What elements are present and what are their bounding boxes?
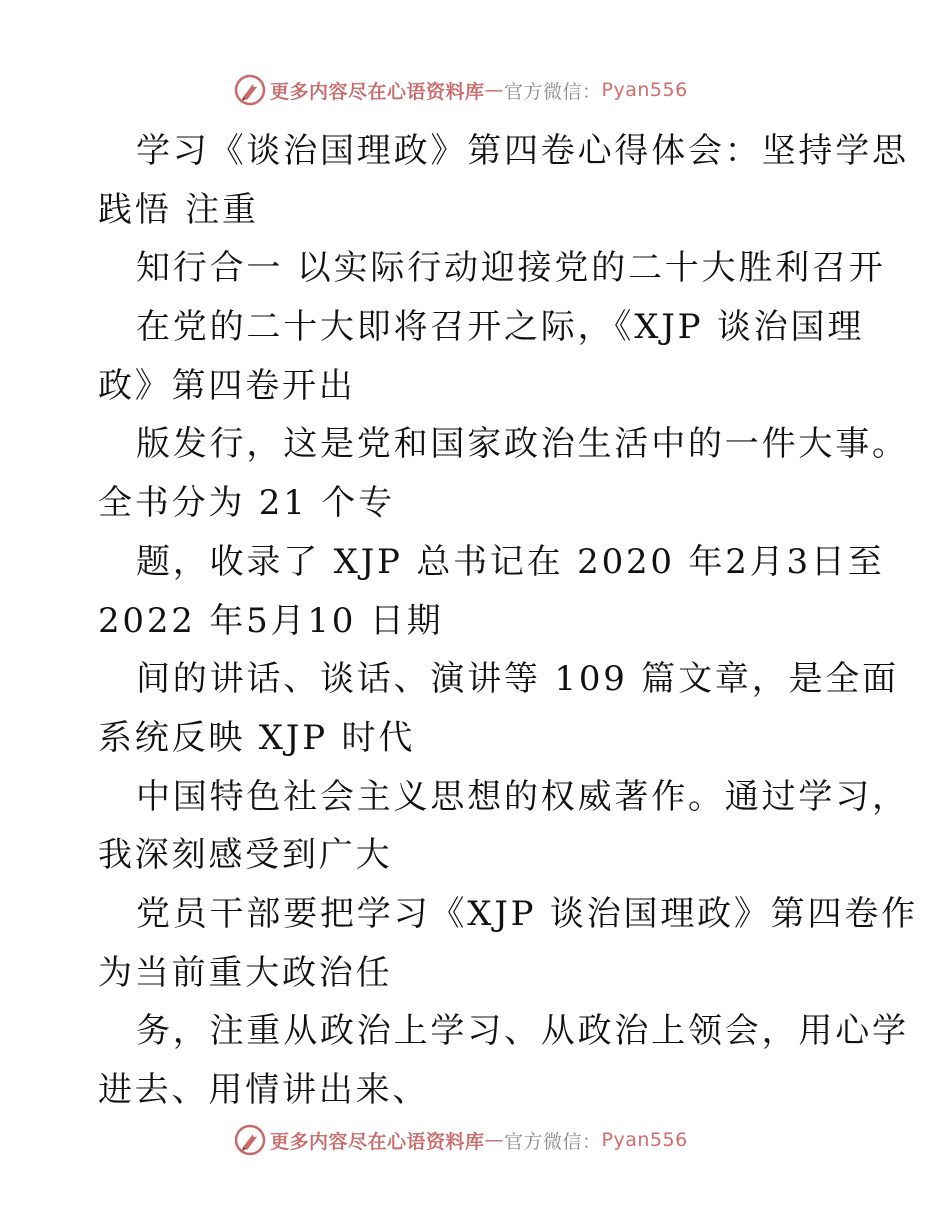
text-line: 政》第四卷开出 bbox=[98, 365, 356, 406]
text-line: 版发行，这是党和国家政治生活中的一件大事。 bbox=[136, 424, 909, 465]
header-watermark bbox=[234, 73, 688, 107]
text-line: 知行合一 以实际行动迎接党的二十大胜利召开 bbox=[136, 248, 886, 289]
text-line: 务，注重从政治上学习、从政治上领会，用心学 bbox=[136, 1011, 909, 1052]
text-line: 题，收录了 XJP 总书记在 2020 年2月3日至 bbox=[136, 541, 885, 582]
text-line: 党员干部要把学习《XJP 谈治国理政》第四卷作 bbox=[136, 893, 918, 934]
footer-watermark bbox=[234, 1123, 688, 1157]
text-line: 学习《谈治国理政》第四卷心得体会：坚持学思 bbox=[136, 131, 909, 171]
watermark-dash: — bbox=[484, 1129, 505, 1151]
text-line: 我深刻感受到广大 bbox=[98, 835, 393, 876]
text-line: 在党的二十大即将召开之际，《XJP 谈治国理 bbox=[136, 307, 865, 348]
text-line: 2022 年5月10 日期 bbox=[98, 600, 444, 641]
watermark-wechat-label: 官方微信： bbox=[504, 1130, 602, 1153]
watermark-title: 更多内容尽在心语资料库 bbox=[270, 1130, 485, 1153]
text-line: 践悟 注重 bbox=[98, 189, 259, 230]
text-line: 中国特色社会主义思想的权威著作。通过学习， bbox=[136, 776, 909, 817]
text-line: 进去、用情讲出来、 bbox=[98, 1070, 430, 1110]
pen-logo-icon bbox=[234, 1124, 266, 1156]
text-line: 全书分为 21 个专 bbox=[98, 483, 395, 524]
pen-logo-icon bbox=[234, 74, 266, 106]
document-body bbox=[98, 122, 918, 1120]
watermark-wechat-label: 官方微信： bbox=[504, 80, 602, 103]
watermark-title: 更多内容尽在心语资料库 bbox=[270, 80, 485, 103]
watermark-wechat-id: Pyan556 bbox=[601, 1129, 688, 1151]
text-line: 系统反映 XJP 时代 bbox=[98, 717, 416, 758]
text-line: 间的讲话、谈话、演讲等 109 篇文章，是全面 bbox=[136, 659, 899, 700]
watermark-dash: — bbox=[484, 79, 505, 101]
watermark-wechat-id: Pyan556 bbox=[601, 79, 688, 101]
text-line: 为当前重大政治任 bbox=[98, 952, 393, 993]
